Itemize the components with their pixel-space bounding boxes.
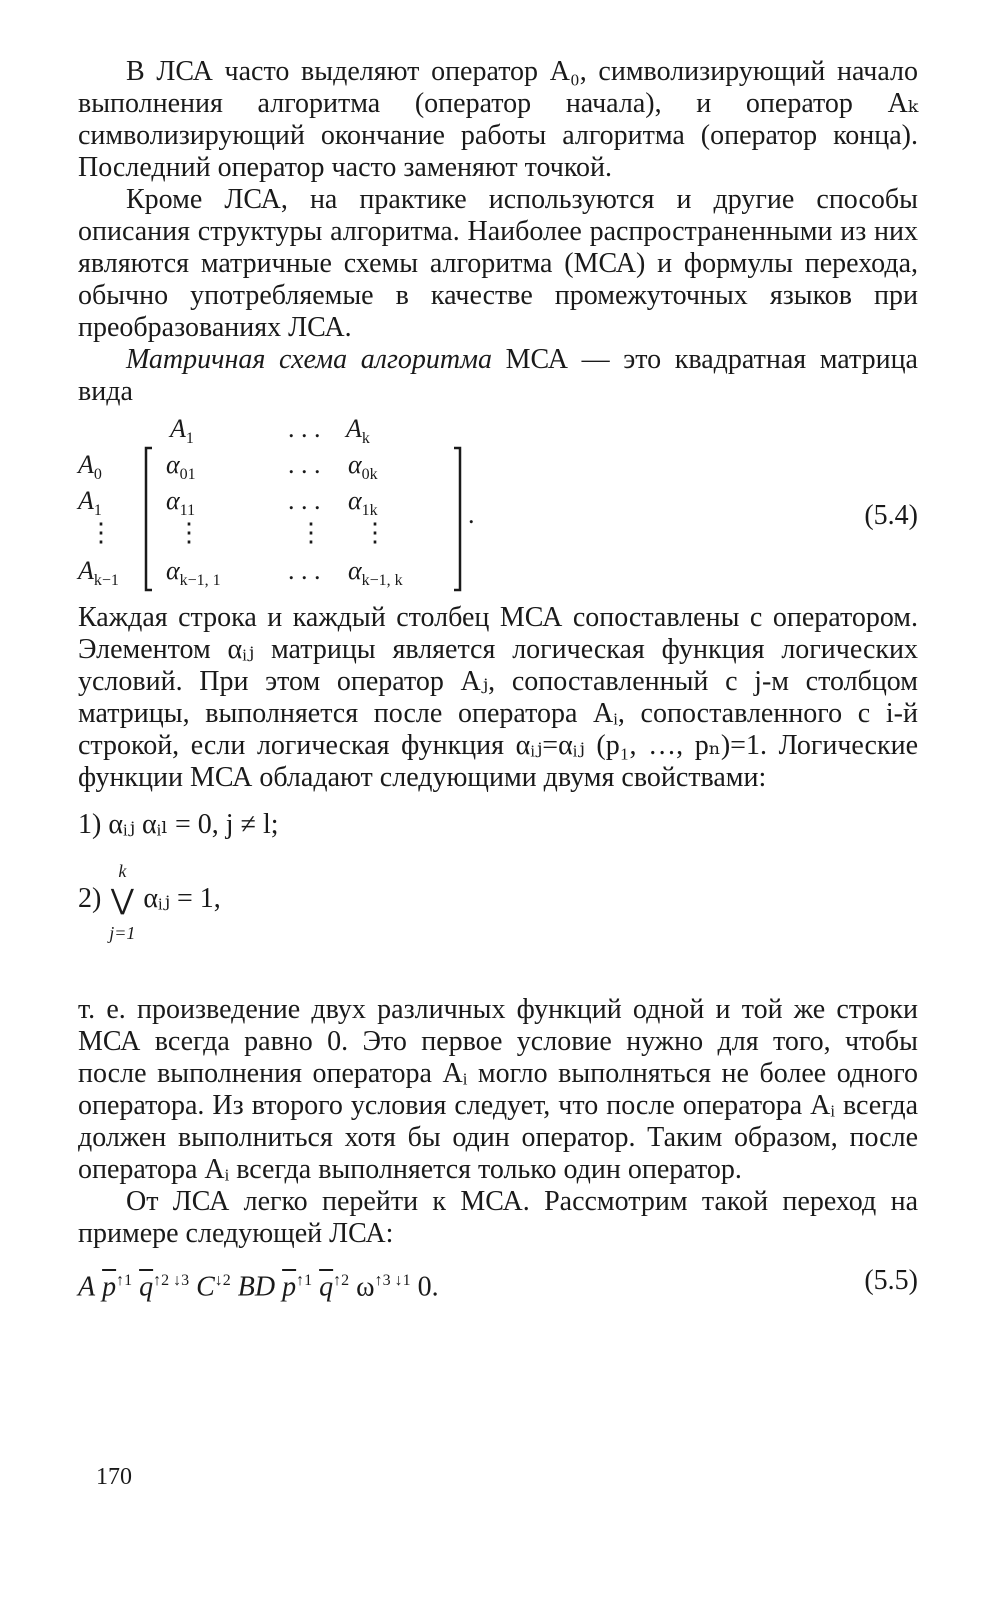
term-msa: Матричная схема алгоритма (126, 344, 492, 375)
row-header-a1: $A_1$ (78, 486, 102, 520)
disjunction-upper-limit: k (118, 860, 127, 881)
cell-a1k: $\alpha_{1k}$ (348, 486, 378, 520)
row-header-ak1: $A_{k-1}$ (78, 556, 119, 590)
cell-vdots-3: ⋮ (362, 518, 388, 547)
condition-2-rest: αᵢⱼ = 1, (143, 883, 221, 914)
cell-ak1-1: $\alpha_{k-1, 1}$ (166, 556, 221, 590)
equation-number-5-4: (5.4) (864, 500, 918, 531)
matrix-equation (78, 414, 918, 592)
row-header-a0: $A_0$ (78, 450, 102, 484)
cell-vdots-2: ⋮ (298, 518, 324, 547)
matrix-period: . (468, 500, 475, 529)
col-header-dots: . . . (288, 414, 321, 443)
cell-dots-last: . . . (288, 556, 321, 585)
condition-2 (78, 860, 918, 943)
row-header-vdots: ⋮ (88, 518, 114, 547)
disjunction-symbol: ⋁ k j=1 (108, 884, 136, 918)
cell-a01: $\alpha_{01}$ (166, 450, 196, 484)
condition-1: 1) αᵢⱼ αᵢₗ = 0, j ≠ l; (78, 809, 279, 840)
cell-dots-0: . . . (288, 450, 321, 479)
col-header-a1: $A_1$ (170, 414, 194, 448)
paragraph-2: Кроме ЛСА, на практике используются и другие способы описания структуры алгоритма. Наиболее распространенными из них являются матричные схемы алгоритма (МСА) и формулы перехода, обычно употребляемые в качестве промежуточных языков при преобразованиях ЛСА. (78, 184, 918, 343)
page-number: 170 (96, 1464, 132, 1490)
paragraph-3-rest: МСА — это квадратная матрица вида (78, 344, 918, 407)
cell-ak1-k: $\alpha_{k-1, k}$ (348, 556, 403, 590)
cell-dots-1: . . . (288, 486, 321, 515)
paragraph-5: т. е. произведение двух различных функций одной и той же строки МСА всегда равно 0. Это первое условие нужно для того, чтобы после выполнения оператора Aᵢ могло выполняться не более одного оператора. Из второго условия следует, что после оператора Aᵢ всегда должен выполниться хотя бы один оператор. Таким образом, после оператора Aᵢ всегда выполняется только один оператор. (78, 993, 918, 1185)
page-content (78, 56, 918, 1304)
paragraph-6: От ЛСА легко перейти к МСА. Рассмотрим такой переход на примере следующей ЛСА: (78, 1185, 918, 1249)
paragraph-3 (78, 344, 918, 408)
lsa-formula: A $\overline{p}^{↑1}$ $\overline{q}^{↑2 ↓3}$ $C^{↓2}$ BD $\overline{p}^{↑1}$ $\overline{q}^{↑2}$ $\omega^{↑3 ↓1}$ 0. (5.5) (78, 1264, 918, 1302)
cell-a0k: $\alpha_{0k}$ (348, 450, 378, 484)
col-header-ak: $A_k$ (346, 414, 370, 448)
equation-number-5-5: (5.5) (864, 1264, 918, 1296)
condition-2-label: 2) (78, 883, 102, 914)
paragraph-4: Каждая строка и каждый столбец МСА сопоставлены с оператором. Элементом αᵢⱼ матрицы является логическая функция логических условий. При этом оператор Aⱼ, сопоставленный с j-м столбцом матрицы, выполняется после оператора Aᵢ, сопоставленного с i-й строкой, если логическая функция αᵢⱼ=αᵢⱼ (p₁, …, pₙ)=1. Логические функции МСА обладают следующими двумя свойствами: (78, 602, 918, 793)
cell-a11: $\alpha_{11}$ (166, 486, 196, 520)
paragraph-1: В ЛСА часто выделяют оператор A₀, символизирующий начало выполнения алгоритма (оператор начала), и оператор Aₖ символизирующий окончание работы алгоритма (оператор конца). Последний оператор часто заменяют точкой. (78, 56, 918, 183)
disjunction-lower-limit: j=1 (109, 922, 136, 943)
cell-vdots-1: ⋮ (176, 518, 202, 547)
